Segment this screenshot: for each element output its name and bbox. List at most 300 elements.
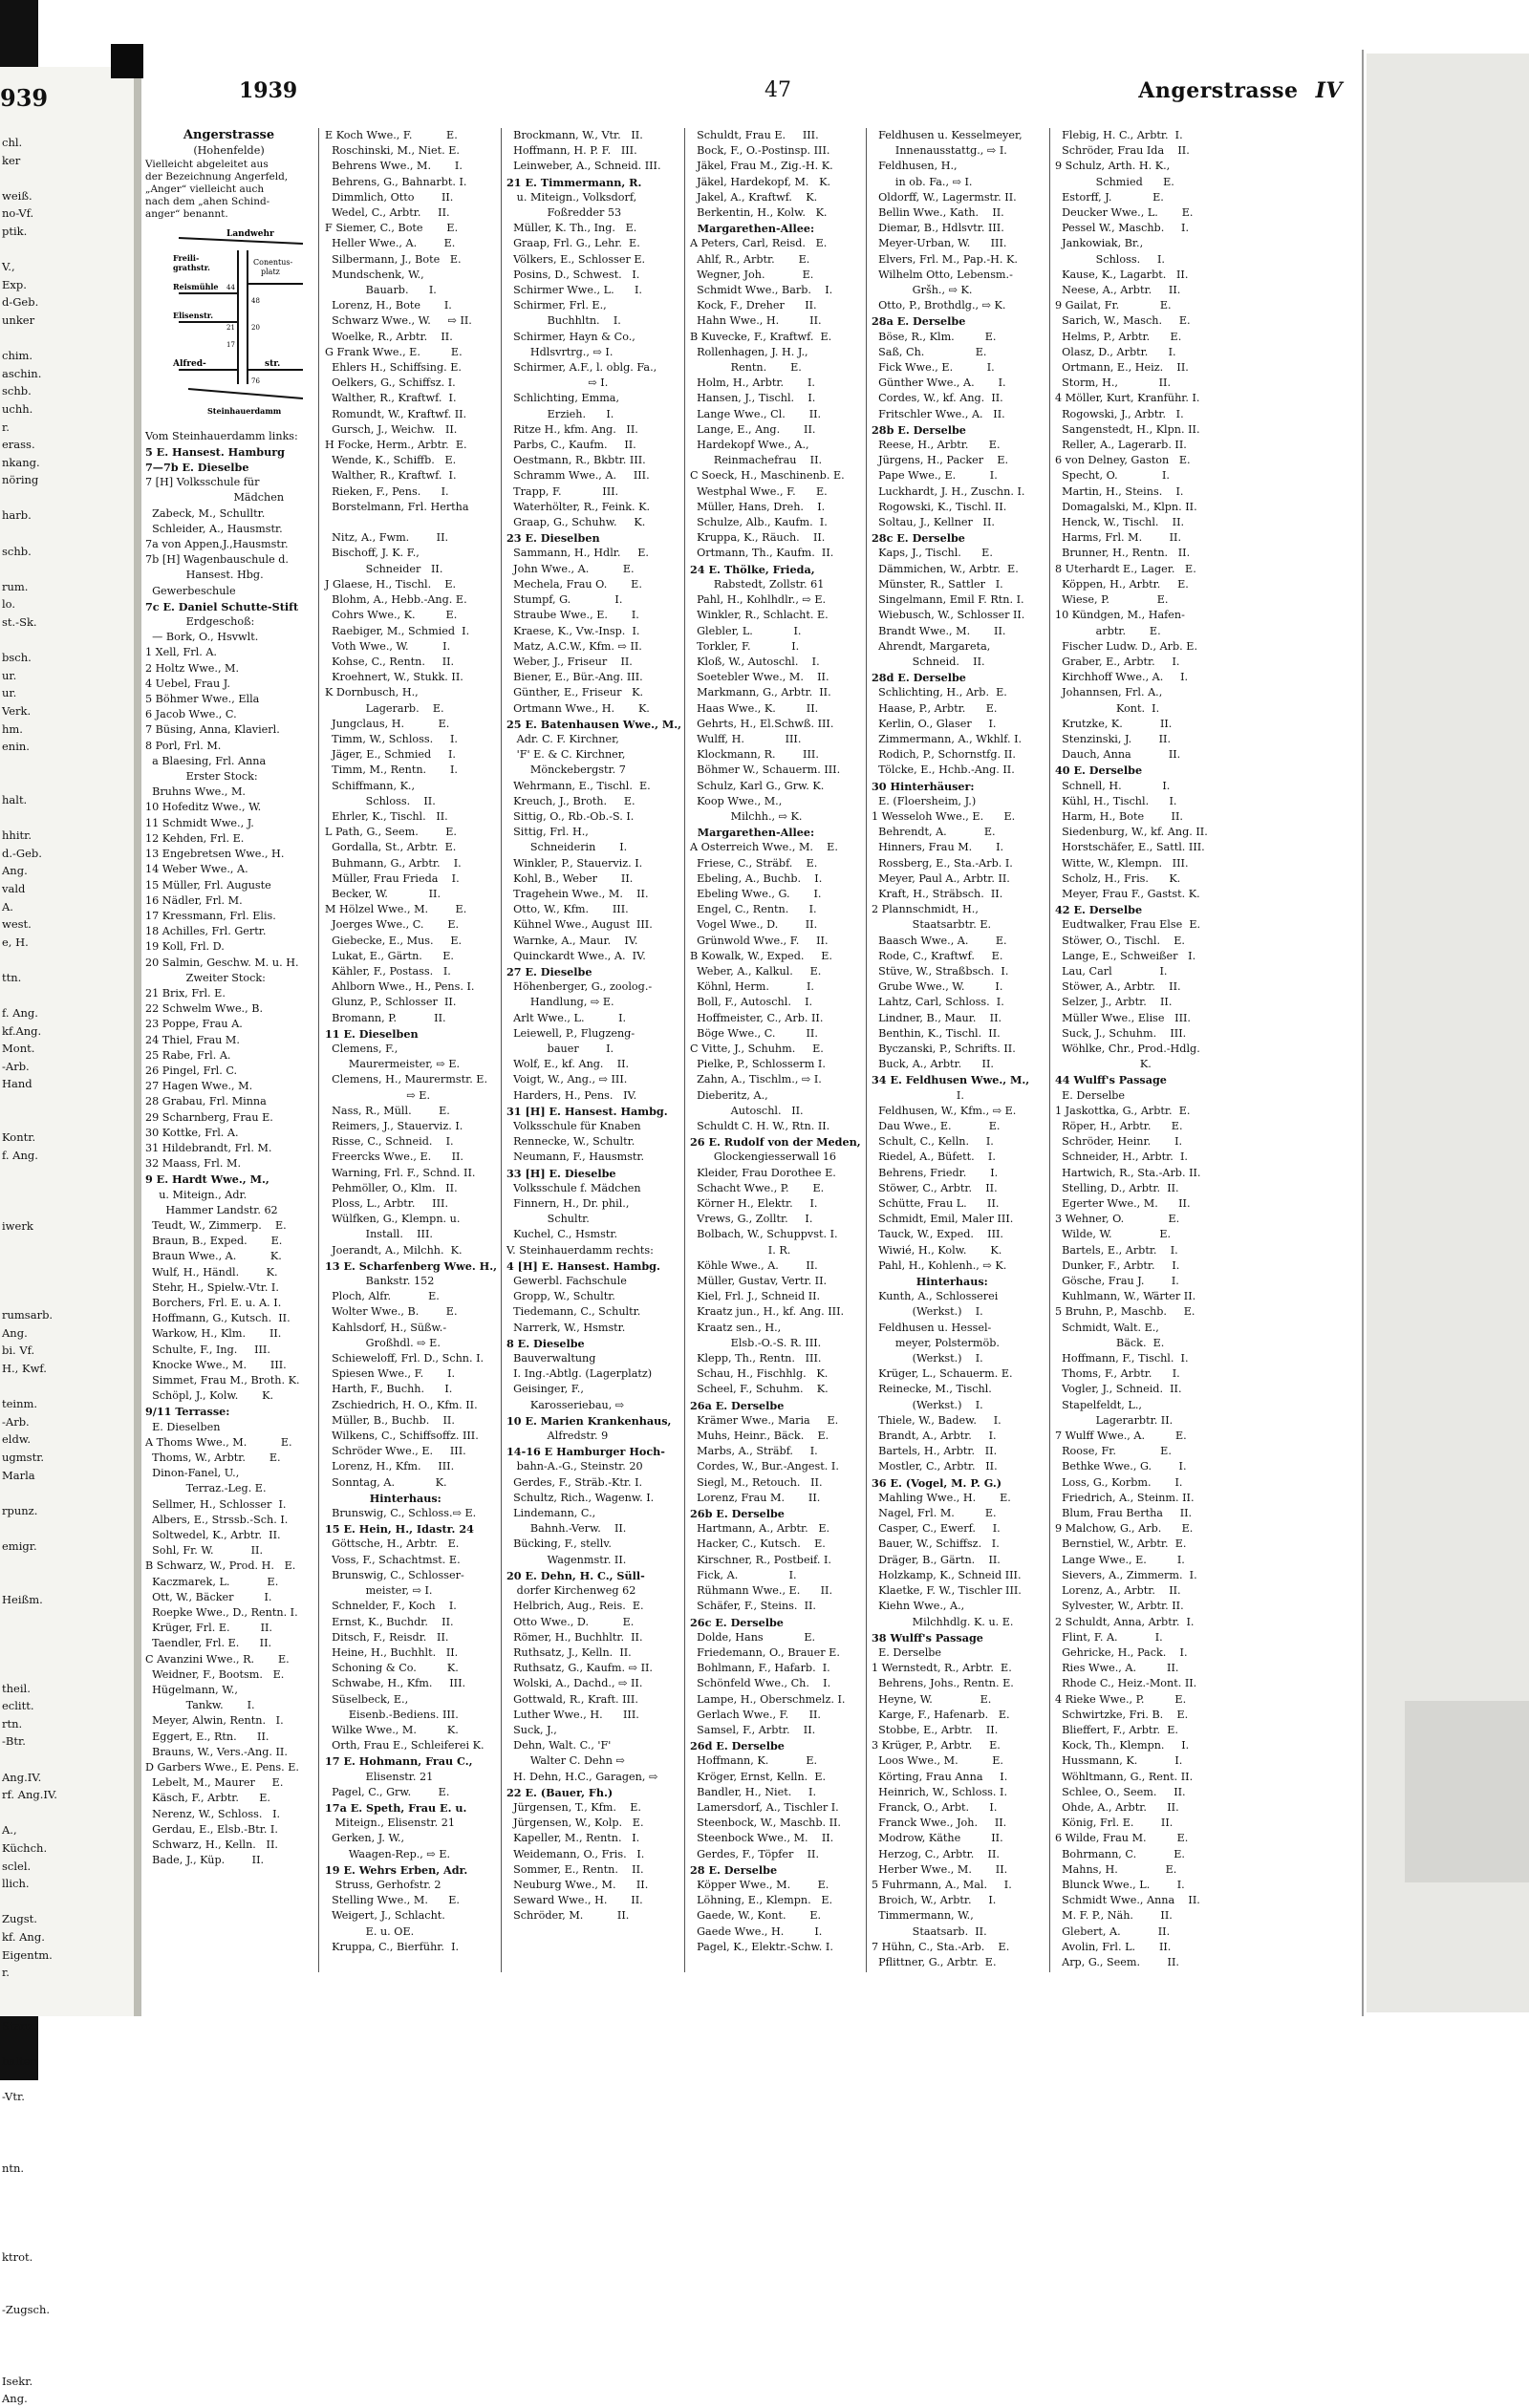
directory-entry: Borstelmann, Frl. Hertha xyxy=(325,500,469,513)
left-page-line: weiß. xyxy=(2,188,32,203)
directory-entry: Roepke Wwe., D., Rentn. I. xyxy=(145,1606,298,1620)
left-page-line: eclitt. xyxy=(2,1699,34,1713)
directory-entry: Wehrmann, E., Tischl. E. xyxy=(506,779,651,792)
directory-entry: Krüger, Frl. E. II. xyxy=(145,1622,272,1635)
directory-entry: Rogowski, J., Arbtr. I. xyxy=(1055,407,1184,420)
directory-entry: Margarethen-Allee: xyxy=(690,222,815,236)
directory-entry: 7 Hühn, C., Sta.-Arb. E. xyxy=(872,1940,1010,1953)
directory-entry: Sonntag, A. K. xyxy=(325,1475,447,1489)
directory-entry: Krutzke, K. II. xyxy=(1055,717,1173,730)
directory-entry: Timm, W., Schloss. I. xyxy=(325,732,458,745)
left-page-line: hm. xyxy=(2,721,23,736)
directory-entry: dorfer Kirchenweg 62 xyxy=(506,1584,636,1598)
left-page-line xyxy=(2,1093,57,1111)
directory-entry: Waagen-Rep., ⇨ E. xyxy=(325,1847,451,1860)
directory-entry: Arp, G., Seem. II. xyxy=(1055,1955,1179,1968)
directory-entry: Siedenburg, W., kf. Ang. II. xyxy=(1055,826,1208,839)
map-label: 20 xyxy=(251,324,260,333)
directory-entry: Biener, E., Bür.-Ang. III. xyxy=(506,671,643,684)
directory-entry: Siegl, M., Retouch. II. xyxy=(690,1475,823,1489)
directory-entry: Kroehnert, W., Stukk. II. xyxy=(325,671,463,684)
directory-entry: Kühnel Wwe., August III. xyxy=(506,918,653,932)
directory-entry: Gehricke, H., Pack. I. xyxy=(1055,1645,1188,1659)
directory-entry: Kruppa, C., Bierführ. I. xyxy=(325,1940,460,1953)
directory-entry: Parbs, C., Kaufm. II. xyxy=(506,439,636,452)
directory-entry: Neuburg Wwe., M. II. xyxy=(506,1878,649,1891)
left-page-line: rpunz. xyxy=(2,1503,38,1517)
directory-entry: Hartwich, R., Sta.-Arb. II. xyxy=(1055,1166,1201,1179)
directory-entry: Pflittner, G., Arbtr. E. xyxy=(872,1955,997,1968)
directory-entry: Elvers, Frl. M., Pap.-H. K. xyxy=(872,252,1018,266)
directory-entry: Behrens, Friedr. I. xyxy=(872,1166,999,1179)
directory-entry: Maurermeister, ⇨ E. xyxy=(325,1058,461,1071)
directory-entry: Sittig, O., Rb.-Ob.-S. I. xyxy=(506,809,635,823)
directory-entry: Holzkamp, K., Schneid III. xyxy=(872,1568,1022,1581)
directory-entry: 31 [H] E. Hansest. Hambg. xyxy=(506,1104,668,1118)
left-page-line: eldw. xyxy=(2,1432,31,1447)
directory-entry: Wende, K., Schiffb. E. xyxy=(325,454,457,467)
directory-entry: Fick, A. I. xyxy=(690,1568,797,1581)
directory-entry: Klockmann, R. III. xyxy=(690,748,819,762)
directory-entry: Gaede, W., Kont. E. xyxy=(690,1909,822,1923)
left-page-line xyxy=(2,1982,57,2000)
directory-entry: Böge Wwe., C. II. xyxy=(690,1026,818,1040)
directory-entry: Wulff, H. III. xyxy=(690,732,802,745)
left-page-line xyxy=(2,1519,57,1537)
left-page-line xyxy=(2,241,57,259)
directory-entry: Ortmann, Th., Kaufm. II. xyxy=(690,547,834,560)
directory-entry: 25 E. Batenhausen Wwe., M., xyxy=(506,717,682,731)
directory-entry: Wedel, C., Arbtr. II. xyxy=(325,206,450,220)
directory-entry: Vrews, G., Zolltr. I. xyxy=(690,1213,813,1226)
directory-entry: Engel, C., Rentn. I. xyxy=(690,903,817,916)
directory-entry: Behrens, G., Bahnarbt. I. xyxy=(325,175,467,188)
directory-entry: Buhmann, G., Arbtr. I. xyxy=(325,856,462,870)
directory-entry: Wilhelm Otto, Lebensm.- xyxy=(872,268,1013,281)
directory-entry: Loos Wwe., M. E. xyxy=(872,1754,1003,1768)
directory-entry: 4 Rieke Wwe., P. E. xyxy=(1055,1692,1187,1706)
directory-entry: Simmet, Frau M., Broth. K. xyxy=(145,1374,300,1387)
directory-entry: Kirschner, R., Postbeif. I. xyxy=(690,1553,831,1566)
directory-entry: 29 Scharnberg, Frau E. xyxy=(145,1110,273,1124)
directory-entry: Münster, R., Sattler I. xyxy=(872,577,1003,591)
directory-entry: Brandt Wwe., M. II. xyxy=(872,624,1006,637)
directory-entry: Warnke, A., Maur. IV. xyxy=(506,934,638,947)
directory-entry: Ehlers H., Schiffsing. E. xyxy=(325,361,462,375)
directory-entry: Weidner, F., Bootsm. E. xyxy=(145,1667,285,1681)
directory-entry: 18 Achilles, Frl. Gertr. xyxy=(145,925,267,938)
directory-entry: Löhning, E., Klempn. E. xyxy=(690,1894,833,1907)
directory-entry: Wilke Wwe., M. K. xyxy=(325,1723,459,1736)
directory-entry: Reimers, J., Stauerviz. I. xyxy=(325,1120,463,1132)
directory-entry: Kause, K., Lagarbt. II. xyxy=(1055,268,1189,281)
directory-entry: 2 Holtz Wwe., M. xyxy=(145,661,240,675)
directory-entry: Saß, Ch. E. xyxy=(872,345,987,358)
directory-entry: Franck, O., Arbt. I. xyxy=(872,1800,998,1814)
directory-entry: 26 Pingel, Frl. C. xyxy=(145,1064,238,1077)
directory-entry: 5 Böhmer Wwe., Ella xyxy=(145,693,260,706)
directory-entry: Ploss, L., Arbtr. III. xyxy=(325,1197,448,1211)
left-page-line: f. Ang. xyxy=(2,1006,38,1021)
directory-entry: Rode, C., Kraftwf. E. xyxy=(872,949,1003,962)
directory-entry: Pessel W., Maschb. I. xyxy=(1055,222,1190,235)
directory-entry: Wilkens, C., Schiffsoffz. III. xyxy=(325,1430,479,1443)
directory-entry: Dimmlich, Otto II. xyxy=(325,190,454,204)
directory-entry: 28 E. Derselbe xyxy=(690,1862,778,1877)
map-label: Conentus- xyxy=(253,258,293,268)
directory-entry: G Frank Wwe., E. E. xyxy=(325,345,463,358)
directory-entry: Quinckardt Wwe., A. IV. xyxy=(506,949,646,962)
directory-entry: Mönckebergstr. 7 xyxy=(506,763,626,777)
directory-entry: 28 Grabau, Frl. Minna xyxy=(145,1095,267,1108)
directory-entry: Schuldt C. H. W., Rtn. II. xyxy=(690,1120,830,1132)
directory-entry: Schulze, Alb., Kaufm. I. xyxy=(690,516,828,529)
directory-entry: Staatsarbtr. E. xyxy=(872,918,992,932)
directory-entry: Kock, F., Dreher II. xyxy=(690,299,817,312)
map-label: grathstr. xyxy=(173,263,210,273)
directory-entry: Flebig, H. C., Arbtr. I. xyxy=(1055,129,1183,141)
directory-entry: Graap, Frl. G., Lehr. E. xyxy=(506,237,640,250)
directory-entry: 27 Hagen Wwe., M. xyxy=(145,1080,253,1093)
directory-entry: 7b [H] Wagenbauschule d. xyxy=(145,553,289,567)
directory-entry: Lukat, E., Gärtn. E. xyxy=(325,949,454,962)
directory-entry: Benthin, K., Tischl. II. xyxy=(872,1026,1001,1040)
directory-entry: Bauarb. I. xyxy=(325,284,437,297)
street-intro xyxy=(145,159,312,221)
directory-entry: Buck, A., Arbtr. II. xyxy=(872,1058,994,1071)
directory-entry: Müller, B., Buchb. II. xyxy=(325,1413,455,1427)
directory-entry: Bade, J., Küp. II. xyxy=(145,1854,265,1867)
directory-entry: 26b E. Derselbe xyxy=(690,1507,785,1521)
directory-entry: Knocke Wwe., M. III. xyxy=(145,1358,287,1371)
left-page-line xyxy=(2,1378,57,1396)
directory-entry: Völkers, E., Schlosser E. xyxy=(506,252,646,266)
left-page-line: bi. Vf. xyxy=(2,1344,35,1358)
page-number: 47 xyxy=(764,78,791,102)
directory-entry: Hinterhaus: xyxy=(325,1491,441,1505)
directory-entry: Selzer, J., Arbtr. II. xyxy=(1055,996,1173,1009)
left-page-line: halten xyxy=(2,2054,37,2069)
intro-line: Vielleicht abgeleitet aus xyxy=(145,159,269,171)
directory-entry: meyer, Polstermöb. xyxy=(872,1336,1000,1349)
street-map-diagram xyxy=(169,226,312,418)
directory-entry: Schwirtzke, Fri. B. E. xyxy=(1055,1708,1189,1721)
directory-entry: I. R. xyxy=(690,1243,791,1257)
directory-entry: Tölcke, E., Hchb.-Ang. II. xyxy=(872,763,1015,777)
directory-entry: Rossberg, E., Sta.-Arb. I. xyxy=(872,856,1013,870)
directory-entry: Pagel, C., Grw. E. xyxy=(325,1785,450,1798)
directory-entry: Behrendt, A. E. xyxy=(872,826,996,839)
directory-entry: Schleider, A., Hausmstr. xyxy=(145,522,283,535)
left-page-line: Ang. xyxy=(2,2392,28,2406)
directory-entry: Friese, C., Sträbf. E. xyxy=(690,856,818,870)
directory-entry: Fischer Ludw. D., Arb. E. xyxy=(1055,639,1198,653)
directory-entry: Walther, R., Kraftwf. I. xyxy=(325,469,457,483)
directory-entry: Silbermann, J., Bote E. xyxy=(325,252,462,266)
directory-entry: Steenbock Wwe., M. II. xyxy=(690,1832,834,1845)
directory-entry: Müller, Hans, Dreh. I. xyxy=(690,500,826,513)
directory-entry: Clemens, F., xyxy=(325,1042,398,1055)
directory-entry: 9 E. Hardt Wwe., M., xyxy=(145,1172,269,1187)
directory-entry: Otto, W., Kfm. III. xyxy=(506,903,629,916)
map-label: 76 xyxy=(251,377,260,386)
directory-entry: Voth Wwe., W. I. xyxy=(325,639,451,653)
directory-entry: B Kuvecke, F., Kraftwf. E. xyxy=(690,330,832,343)
directory-entry: Bauer, W., Schiffsz. I. xyxy=(872,1537,1000,1551)
directory-entry: 7 Wulff Wwe., A. E. xyxy=(1055,1430,1187,1443)
directory-entry: Hartmann, A., Arbtr. E. xyxy=(690,1522,830,1536)
directory-entry: Freercks Wwe., E. II. xyxy=(325,1150,463,1164)
directory-entry: Reinmachefrau II. xyxy=(690,454,823,467)
left-page-line xyxy=(2,1751,57,1769)
directory-entry: H. Dehn, H.C., Garagen, ⇨ xyxy=(506,1770,658,1783)
directory-entry: 7—7b E. Dieselbe xyxy=(145,461,249,475)
left-page-line xyxy=(2,2266,57,2284)
directory-entry: 11 Schmidt Wwe., J. xyxy=(145,816,254,829)
map-label: platz xyxy=(261,268,280,277)
directory-entry: 9 Schulz, Arth. H. K., xyxy=(1055,160,1171,173)
directory-entry: Schieweloff, Frl. D., Schn. I. xyxy=(325,1352,485,1365)
directory-entry: Kuchel, C., Hsmstr. xyxy=(506,1228,618,1241)
directory-entry: Soltwedel, K., Arbtr. II. xyxy=(145,1529,281,1542)
directory-entry: Hdlsvrtrg., ⇨ I. xyxy=(506,345,614,358)
directory-entry: 2 Plannschmidt, H., xyxy=(872,903,979,916)
directory-entry: Berkentin, H., Kolw. K. xyxy=(690,206,828,220)
directory-entry: Ploch, Alfr. E. xyxy=(325,1290,440,1303)
left-page-line: f. Ang. xyxy=(2,1148,38,1162)
directory-entry: Hoffmann, F., Tischl. I. xyxy=(1055,1352,1189,1365)
directory-entry: Bohlmann, F., Hafarb. I. xyxy=(690,1662,830,1675)
directory-entry: Storm, H., II. xyxy=(1055,376,1172,390)
left-page-line xyxy=(2,1164,57,1182)
map-label: str. xyxy=(265,359,281,370)
directory-entry: Mahns, H. E. xyxy=(1055,1862,1177,1876)
left-page-line: Hand xyxy=(2,1077,32,1091)
directory-entry: Bücking, F., stellv. xyxy=(506,1537,612,1551)
directory-entry: Otto Wwe., D. E. xyxy=(506,1615,635,1628)
directory-entry: Ahlborn Wwe., H., Pens. I. xyxy=(325,980,475,994)
page-gutter xyxy=(134,67,141,2016)
directory-entry: Großhdl. ⇨ E. xyxy=(325,1336,441,1349)
directory-entry: Ernst, K., Buchdr. II. xyxy=(325,1615,454,1628)
directory-column-6 xyxy=(1055,128,1227,1982)
directory-entry: Grube Wwe., W. I. xyxy=(872,980,1003,994)
left-page-line: -Arb. xyxy=(2,1414,30,1429)
directory-entry: 3 Krüger, P., Arbtr. E. xyxy=(872,1739,1001,1752)
directory-entry: Markmann, G., Arbtr. II. xyxy=(690,686,831,699)
directory-entry: Timm, M., Rentn. I. xyxy=(325,763,458,777)
directory-entry: Ritze H., kfm. Ang. II. xyxy=(506,422,638,436)
directory-entry: Schulz, Karl G., Grw. K. xyxy=(690,779,825,792)
directory-entry: Schloss. I. xyxy=(1055,252,1165,266)
directory-entry: Körner H., Elektr. I. xyxy=(690,1197,818,1211)
directory-entry: Jäkel, Hardekopf, M. K. xyxy=(690,175,831,188)
directory-entry: E. Derselbe xyxy=(1055,1088,1126,1102)
left-page-line xyxy=(2,756,57,774)
left-page-line xyxy=(2,2319,57,2337)
map-label: Steinhauerdamm xyxy=(207,406,282,417)
directory-entry: Taendler, Frl. E. II. xyxy=(145,1637,272,1650)
directory-entry: 28b E. Derselbe xyxy=(872,422,966,437)
directory-entry: Köhle Wwe., A. II. xyxy=(690,1258,818,1272)
column-divider xyxy=(684,128,685,1972)
directory-entry: Ebeling, A., Buchb. I. xyxy=(690,871,823,885)
directory-entry: Stapelfeldt, L., xyxy=(1055,1398,1142,1411)
directory-entry: Soetebler Wwe., M. II. xyxy=(690,671,829,684)
directory-entry: Helbrich, Aug., Reis. E. xyxy=(506,1600,644,1613)
directory-entry: 23 E. Dieselben xyxy=(506,531,600,546)
directory-entry: Gerdau, E., Elsb.-Btr. I. xyxy=(145,1822,278,1836)
directory-entry: Rhode C., Heiz.-Mont. II. xyxy=(1055,1677,1197,1690)
directory-entry: Schirmer, A.F., l. oblg. Fa., xyxy=(506,361,657,375)
directory-entry: Hardekopf Wwe., A., xyxy=(690,439,809,452)
left-page-line: sclel. xyxy=(2,1859,32,1873)
directory-entry: Posins, D., Schwest. I. xyxy=(506,268,640,281)
column-divider xyxy=(318,128,319,1972)
directory-entry: Lorenz, A., Arbtr. II. xyxy=(1055,1584,1181,1598)
directory-entry: Hansen, J., Tischl. I. xyxy=(690,392,816,405)
directory-entry: Dauch, Anna II. xyxy=(1055,748,1181,762)
directory-entry: Borchers, Frl. E. u. A. I. xyxy=(145,1296,282,1309)
directory-entry: Gerken, J. W., xyxy=(325,1832,405,1845)
directory-entry: Krüger, L., Schauerm. E. xyxy=(872,1367,1013,1381)
left-page-header: 939 xyxy=(0,84,49,112)
directory-entry: Feldhusen, W., Kfm., ⇨ E. xyxy=(872,1104,1017,1117)
directory-column-1 xyxy=(145,128,312,1982)
directory-entry: Mostler, C., Arbtr. II. xyxy=(872,1460,998,1473)
directory-entry: Gerlach Wwe., F. II. xyxy=(690,1708,821,1721)
directory-entry: Ortmann, E., Heiz. II. xyxy=(1055,361,1189,375)
directory-entry: Sellmer, H., Schlosser I. xyxy=(145,1497,287,1511)
left-page-line: Stanz. xyxy=(2,2018,37,2032)
directory-entry: Witte, W., Klempn. III. xyxy=(1055,856,1189,870)
left-page-line xyxy=(2,987,57,1005)
left-page-line xyxy=(2,2212,57,2230)
directory-entry: Bolbach, W., Schuppvst. I. xyxy=(690,1228,838,1241)
left-page-line xyxy=(2,1573,57,1591)
directory-entry: Walter C. Dehn ⇨ xyxy=(506,1754,625,1768)
left-page-line xyxy=(2,2230,57,2248)
directory-entry: Bruhns Wwe., M. xyxy=(145,785,246,799)
directory-entry: 9/11 Terrasse: xyxy=(145,1405,230,1419)
left-page-line xyxy=(2,560,57,578)
directory-entry: Karge, F., Hafenarb. E. xyxy=(872,1708,1010,1721)
directory-entry: K. xyxy=(1055,1058,1152,1071)
directory-entry: Ott, W., Bäcker I. xyxy=(145,1590,272,1603)
directory-entry: Kunth, A., Schlosserei xyxy=(872,1290,999,1303)
directory-entry: Käsch, F., Arbtr. E. xyxy=(145,1792,270,1805)
map-label: Reismühle xyxy=(173,282,219,292)
directory-entry: Schacht Wwe., P. E. xyxy=(690,1181,825,1194)
directory-entry: Kock, Th., Klempn. I. xyxy=(1055,1739,1190,1752)
directory-entry: Friedemann, O., Brauer E. xyxy=(690,1645,840,1659)
directory-entry: Struss, Gerhofstr. 2 xyxy=(325,1878,441,1891)
left-page-line: harb. xyxy=(2,508,32,523)
intro-line: der Bezeichnung Angerfeld, xyxy=(145,171,289,183)
directory-entry: Feldhusen u. Hessel- xyxy=(872,1321,992,1334)
directory-entry: 26c E. Derselbe xyxy=(690,1615,784,1629)
directory-entry: Ehrler, K., Tischl. II. xyxy=(325,809,448,823)
directory-entry: I. Ing.-Abtlg. (Lagerplatz) xyxy=(506,1367,653,1381)
directory-column-4 xyxy=(690,128,860,1982)
directory-entry: 20 E. Dehn, H. C., Süll- xyxy=(506,1568,645,1582)
directory-entry: 44 Wulff's Passage xyxy=(1055,1073,1167,1087)
directory-entry: Kreuch, J., Broth. E. xyxy=(506,794,635,807)
directory-entry: 15 E. Hein, H., Idastr. 24 xyxy=(325,1522,474,1537)
directory-entry: Harders, H., Pens. IV. xyxy=(506,1088,637,1102)
directory-entry: Pahl, H., Kohlenh., ⇨ K. xyxy=(872,1258,1007,1272)
directory-entry: Haase, P., Arbtr. E. xyxy=(872,701,998,715)
directory-entry: Kaps, J., Tischl. E. xyxy=(872,547,993,560)
directory-entry: Sievers, A., Zimmerm. I. xyxy=(1055,1568,1197,1581)
directory-entry: Schnelder, F., Koch I. xyxy=(325,1600,457,1613)
street-header-name: Angerstrasse xyxy=(1138,78,1299,103)
directory-entry: Bischoff, J. K. F., xyxy=(325,547,420,560)
left-page-line: ur. xyxy=(2,668,17,682)
directory-entry: Baasch Wwe., A. E. xyxy=(872,934,1007,947)
directory-entry: Buchhltn. I. xyxy=(506,314,621,328)
directory-entry: B Schwarz, W., Prod. H. E. xyxy=(145,1559,296,1573)
left-page-fragments xyxy=(2,134,57,2408)
directory-entry: ⇨ I. xyxy=(506,376,609,390)
directory-entry: Ruthsatz, J., Kelln. II. xyxy=(506,1645,632,1659)
directory-entry: Dräger, B., Gärtn. II. xyxy=(872,1553,1001,1566)
left-page-line: nkang. xyxy=(2,455,40,469)
directory-entry: Gordalla, St., Arbtr. E. xyxy=(325,841,457,854)
directory-entry: Schirmer, Hayn & Co., xyxy=(506,330,635,343)
directory-entry: 30 Hinterhäuser: xyxy=(872,779,975,793)
directory-entry: 4 [H] E. Hansest. Hambg. xyxy=(506,1258,660,1273)
left-page-line: emigr. xyxy=(2,1538,37,1553)
left-page-line: ntn. xyxy=(2,2161,25,2175)
directory-entry: 'F' E. & C. Kirchner, xyxy=(506,748,626,762)
directory-entry: Wöhlke, Chr., Prod.-Hdlg. xyxy=(1055,1042,1200,1055)
directory-entry: 15 Müller, Frl. Auguste xyxy=(145,878,271,892)
left-page-line: A., xyxy=(2,1823,17,1838)
directory-entry: Wulf, H., Händl. K. xyxy=(145,1265,278,1279)
directory-entry: K Dornbusch, H., xyxy=(325,686,419,699)
directory-entry: Schult, C., Kelln. I. xyxy=(872,1135,994,1149)
left-page-line xyxy=(2,1200,57,1218)
directory-entry: Pielke, P., Schlosserm I. xyxy=(690,1058,826,1071)
directory-entry: Fick Wwe., E. I. xyxy=(872,361,995,375)
directory-entry: Luther Wwe., H. III. xyxy=(506,1708,639,1721)
directory-entry: Sarich, W., Masch. E. xyxy=(1055,314,1191,328)
directory-entry: Ditsch, F., Reisdr. II. xyxy=(325,1630,449,1644)
column-divider xyxy=(866,128,867,1972)
left-page-line xyxy=(2,1556,57,1574)
directory-entry: Brunner, H., Rentn. II. xyxy=(1055,547,1191,560)
directory-entry: Bartels, E., Arbtr. I. xyxy=(1055,1243,1178,1257)
directory-entry: 5 Fuhrmann, A., Mal. I. xyxy=(872,1878,1012,1891)
directory-entry: Glebler, L. I. xyxy=(690,624,802,637)
directory-entry: (Werkst.) I. xyxy=(872,1305,983,1319)
directory-entry: Autoschl. II. xyxy=(690,1104,804,1117)
directory-entry: Marbs, A., Sträbf. I. xyxy=(690,1445,818,1458)
directory-entry: Rieken, F., Pens. I. xyxy=(325,484,449,498)
directory-entry: Göttsche, H., Arbtr. E. xyxy=(325,1537,460,1551)
directory-entry: Kruppa, K., Räuch. II. xyxy=(690,531,826,545)
directory-entry: Arlt Wwe., L. I. xyxy=(506,1011,627,1024)
directory-entry: Milchh., ⇨ K. xyxy=(690,809,803,823)
directory-entry: Risse, C., Schneid. I. xyxy=(325,1135,454,1149)
left-page-line xyxy=(2,1111,57,1129)
intro-line: „Anger“ vielleicht auch xyxy=(145,183,265,196)
directory-entry: Henck, W., Tischl. II. xyxy=(1055,516,1185,529)
map-label: Landwehr xyxy=(226,229,274,240)
directory-entry: Pahl, H., Kohlhdlr., ⇨ E. xyxy=(690,593,827,607)
directory-entry: 1 Wernstedt, R., Arbtr. E. xyxy=(872,1662,1012,1675)
